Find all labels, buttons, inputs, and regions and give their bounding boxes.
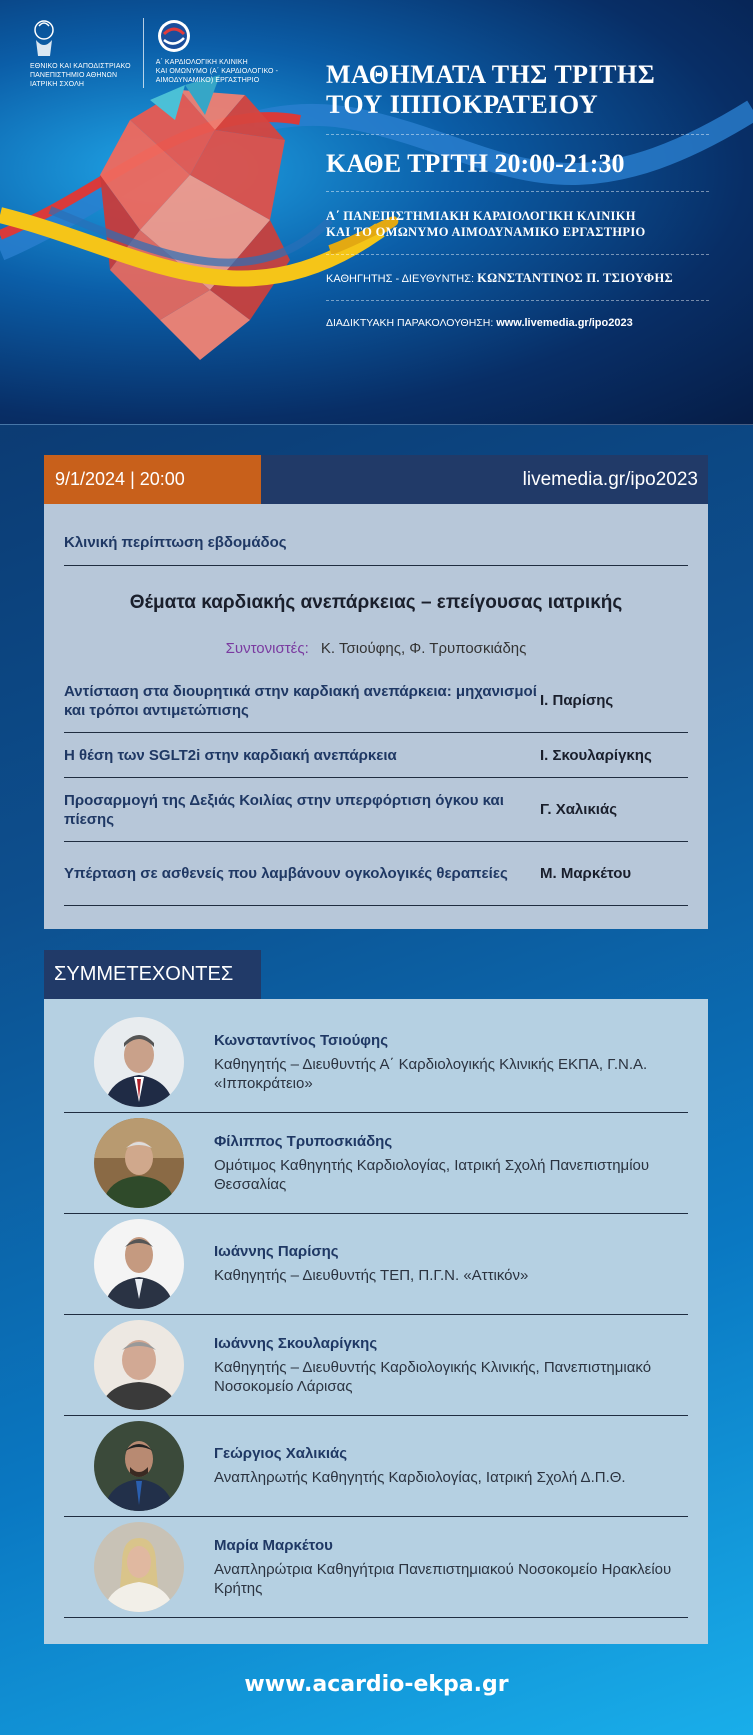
participant-role: Αναπληρώτρια Καθηγήτρια Πανεπιστημιακού Νοσοκομείο Ηρακλείου Κρήτης: [214, 1560, 672, 1597]
talk-row: [64, 733, 688, 778]
director-name: ΚΩΝΣΤΑΝΤΙΝΟΣ Π. ΤΣΙΟΥΦΗΣ: [477, 271, 673, 285]
talk-title: Προσαρμογή της Δεξιάς Κοιλίας στην υπερφόρτιση όγκου και πίεσης: [64, 791, 504, 828]
logos: [30, 18, 278, 89]
avatar: [94, 1421, 184, 1511]
participant-role: Αναπληρωτής Καθηγητής Καρδιολογίας, Ιατρική Σχολή Δ.Π.Θ.: [214, 1469, 626, 1486]
logo-divider: [143, 18, 144, 88]
hero-info: [326, 60, 709, 329]
participant-name: Κωνσταντίνος Τσιούφης: [214, 1031, 389, 1049]
participant-role: Ομότιμος Καθηγητής Καρδιολογίας, Ιατρική Σχολή Πανεπιστημίου Θεσσαλίας: [214, 1156, 650, 1193]
talk-speaker: Ι. Παρίσης: [540, 692, 614, 709]
clinic-logo-line-1: Α΄ ΚΑΡΔΙΟΛΟΓΙΚΗ ΚΛΙΝΙΚΗ: [155, 59, 248, 66]
participant-role: Καθηγητής – Διευθυντής Καρδιολογικής Κλινικής, Πανεπιστημιακό Νοσοκομείο Λάρισας: [214, 1358, 652, 1395]
stream-link[interactable]: www.livemedia.gr/ipo2023: [496, 317, 633, 329]
avatar: [94, 1320, 184, 1410]
clinic-emblem-icon: [156, 18, 192, 54]
footer-website-link[interactable]: www.acardio-ekpa.gr: [244, 1672, 509, 1697]
avatar: [94, 1017, 184, 1107]
hero-banner: [0, 0, 753, 425]
talk-speaker: Γ. Χαλικιάς: [540, 801, 617, 818]
program-header-bar: [44, 455, 708, 504]
moderators-label: Συντονιστές:: [225, 640, 309, 657]
director-label: ΚΑΘΗΓΗΤΗΣ - ΔΙΕΥΘΥΝΤΗΣ:: [326, 273, 475, 285]
university-name-2: ΠΑΝΕΠΙΣΤΗΜΙΟ ΑΘΗΝΩΝ: [30, 72, 118, 79]
stream-label: ΔΙΑΔΙΚΤΥΑΚΗ ΠΑΡΑΚΟΛΟΥΘΗΣΗ:: [326, 317, 494, 329]
participant-name: Ιωάννης Σκουλαρίγκης: [214, 1334, 378, 1352]
series-title-line-1: ΜΑΘΗΜΑΤΑ ΤΗΣ ΤΡΙΤΗΣ: [326, 60, 656, 89]
avatar: [94, 1522, 184, 1612]
moderators-names: Κ. Τσιούφης, Φ. Τρυποσκιάδης: [320, 640, 527, 657]
participant-name: Μαρία Μαρκέτου: [214, 1536, 333, 1554]
talk-list: [64, 669, 688, 906]
talk-title: Η θέση των SGLT2i στην καρδιακή ανεπάρκεια: [64, 746, 397, 764]
university-name-1: ΕΘΝΙΚΟ ΚΑΙ ΚΑΠΟΔΙΣΤΡΙΑΚΟ: [30, 63, 131, 70]
participant-row: [64, 1517, 688, 1618]
moderators: [64, 614, 688, 657]
avatar: [94, 1118, 184, 1208]
participant-role: Καθηγητής – Διευθυντής ΤΕΠ, Π.Γ.Ν. «Αττικόν»: [214, 1267, 529, 1284]
talk-row: [64, 669, 688, 733]
participants-heading: ΣΥΜΜΕΤΕΧΟΝΤΕΣ: [44, 950, 261, 999]
session-title: Θέματα καρδιακής ανεπάρκειας – επείγουσας ιατρικής: [129, 592, 623, 613]
talk-speaker: Μ. Μαρκέτου: [540, 865, 632, 882]
talk-speaker: Ι. Σκουλαρίγκης: [540, 746, 652, 764]
participant-row: [64, 1113, 688, 1214]
clinic-name-line-1: Α΄ ΠΑΝΕΠΙΣΤΗΜΙΑΚΗ ΚΑΡΔΙΟΛΟΓΙΚΗ ΚΛΙΝΙΚΗ: [326, 209, 636, 223]
participant-role: Καθηγητής – Διευθυντής Α΄ Καρδιολογικής Κλινικής ΕΚΠΑ, Γ.Ν.Α. «Ιπποκράτειο»: [214, 1055, 648, 1092]
case-of-week-label: Κλινική περίπτωση εβδομάδος: [64, 504, 688, 566]
talk-title: Υπέρταση σε ασθενείς που λαμβάνουν ογκολογικές θεραπείες: [64, 865, 508, 882]
talk-row: [64, 842, 688, 906]
participants-panel: [44, 999, 708, 1644]
clinic-logo-line-3: ΑΙΜΟΔΥΝΑΜΙΚΟ) ΕΡΓΑΣΤΗΡΙΟ: [155, 77, 260, 84]
director: [326, 255, 709, 301]
schedule: ΚΑΘΕ ΤΡΙΤΗ 20:00-21:30: [326, 135, 709, 192]
participant-row: [64, 1416, 688, 1517]
university-name-3: ΙΑΤΡΙΚΗ ΣΧΟΛΗ: [30, 81, 84, 88]
participant-name: Γεώργιος Χαλικιάς: [214, 1445, 348, 1462]
avatar: [94, 1219, 184, 1309]
series-title: [326, 60, 709, 135]
talk-title: Αντίσταση στα διουρητικά στην καρδιακή ανεπάρκεια: μηχανισμοί και τρόποι αντιμετώπισης: [64, 682, 537, 719]
participant-row: [64, 1214, 688, 1315]
clinic-name-line-2: ΚΑΙ ΤΟ ΟΜΩΝΥΜΟ ΑΙΜΟΔΥΝΑΜΙΚΟ ΕΡΓΑΣΤΗΡΙΟ: [326, 225, 646, 239]
participant-name: Ιωάννης Παρίσης: [214, 1243, 339, 1260]
participant-name: Φίλιππος Τρυποσκιάδης: [214, 1132, 393, 1150]
university-logo: [30, 18, 131, 89]
athena-emblem-icon: [30, 18, 58, 58]
series-title-line-2: ΤΟΥ ΙΠΠΟΚΡΑΤΕΙΟΥ: [326, 90, 599, 119]
participant-row: [64, 1315, 688, 1416]
clinic-logo: [156, 18, 278, 85]
program-panel: [44, 504, 708, 929]
participants-list: [64, 1012, 688, 1618]
stream-info: [326, 301, 709, 329]
clinic-logo-line-2: ΚΑΙ ΟΜΩΝΥΜΟ (Α΄ ΚΑΡΔΙΟΛΟΓΙΚΟ -: [155, 68, 279, 75]
program-stream-link[interactable]: livemedia.gr/ipo2023: [522, 469, 698, 490]
talk-row: [64, 778, 688, 842]
clinic-name: [326, 192, 709, 255]
session-date-time: 9/1/2024 | 20:00: [44, 455, 261, 504]
participant-row: [64, 1012, 688, 1113]
